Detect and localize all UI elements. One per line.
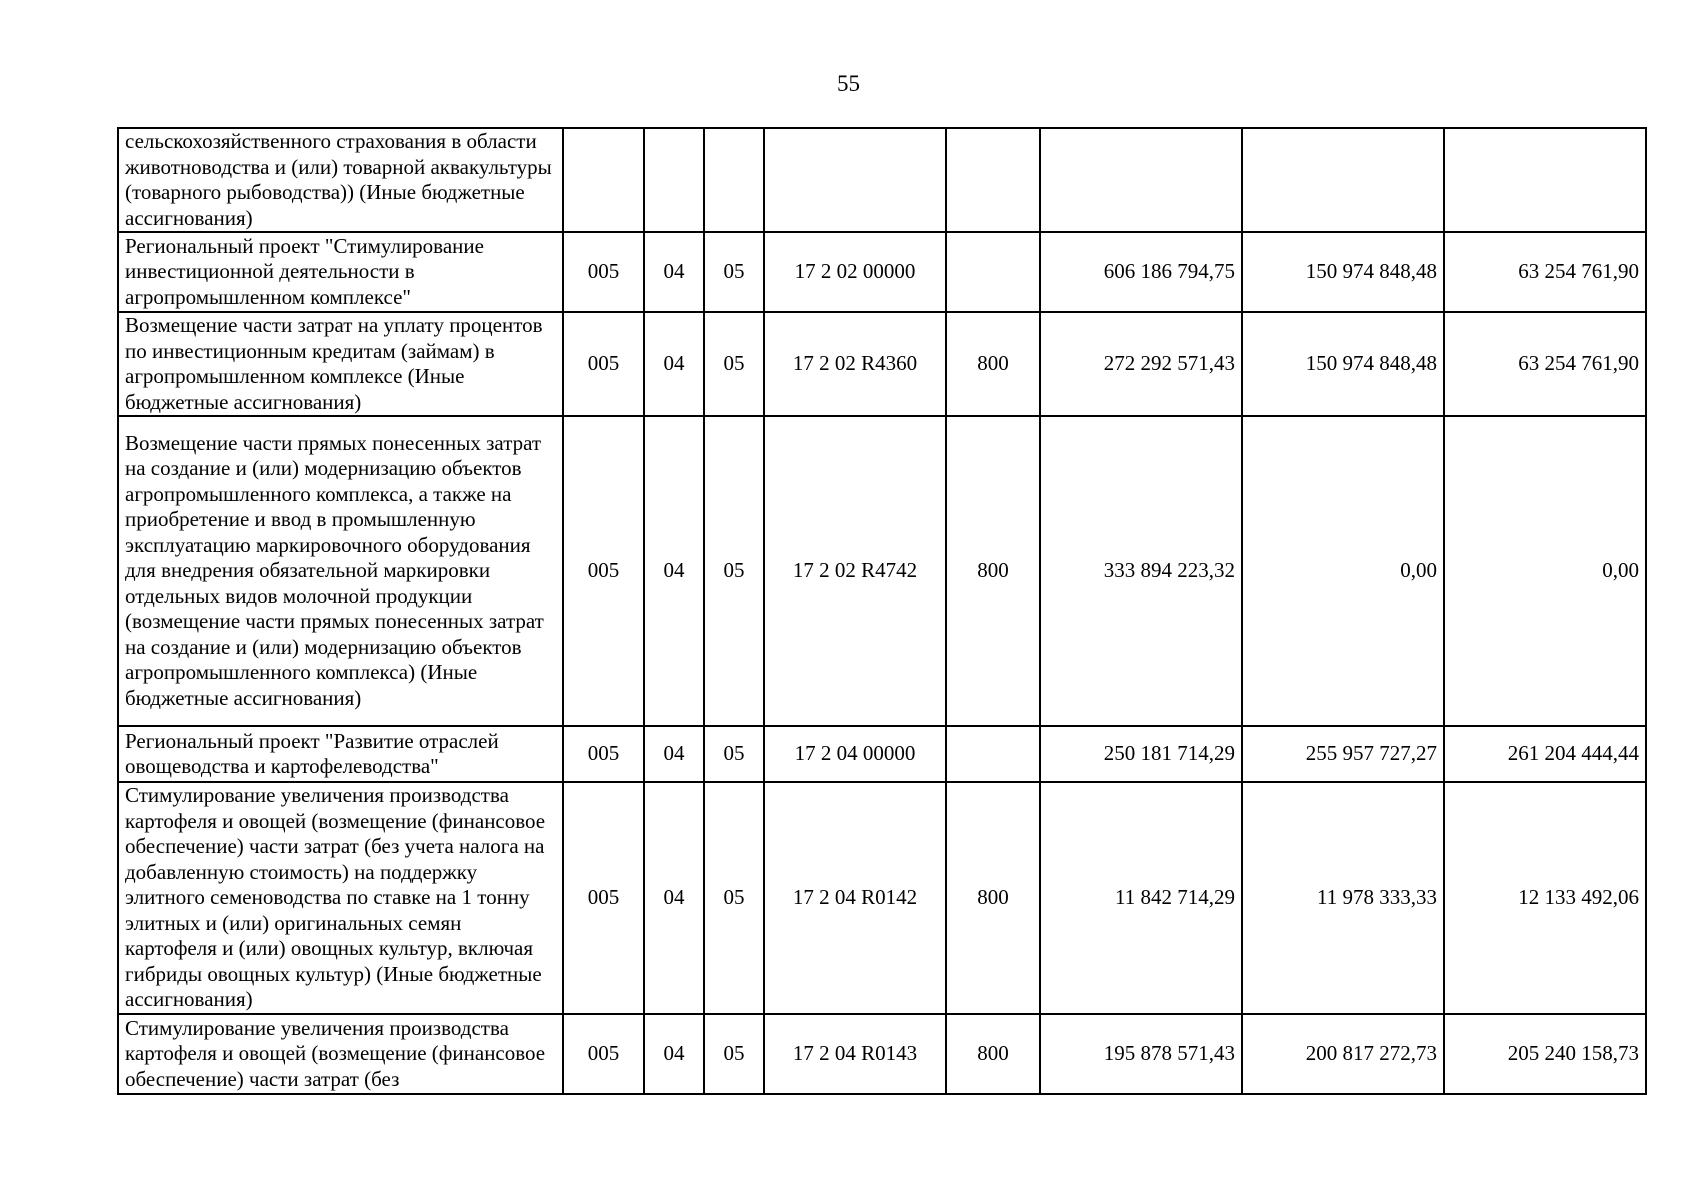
amount-year-2: 150 974 848,48 [1242,232,1444,312]
amount-year-1: 272 292 571,43 [1040,312,1242,416]
target-article-code [764,128,946,232]
expense-type-code: 800 [946,1014,1040,1094]
amount-year-1: 195 878 571,43 [1040,1014,1242,1094]
amount-year-3 [1444,128,1646,232]
section-code: 04 [644,416,704,726]
amount-year-2: 200 817 272,73 [1242,1014,1444,1094]
row-description: Региональный проект "Стимулирование инвестиционной деятельности в агропромышленном комплексе" [118,232,563,312]
section-code: 04 [644,1014,704,1094]
amount-year-2: 255 957 727,27 [1242,726,1444,782]
expense-type-code [946,128,1040,232]
amount-year-3: 12 133 492,06 [1444,782,1646,1014]
target-article-code: 17 2 02 R4742 [764,416,946,726]
grbs-code: 005 [563,232,644,312]
subsection-code: 05 [704,726,764,782]
page-number: 55 [837,71,860,96]
subsection-code: 05 [704,312,764,416]
amount-year-2: 0,00 [1242,416,1444,726]
target-article-code: 17 2 04 00000 [764,726,946,782]
table-row [118,312,1646,416]
subsection-code: 05 [704,232,764,312]
target-article-code: 17 2 04 R0142 [764,782,946,1014]
budget-table [117,127,1647,1095]
amount-year-3: 261 204 444,44 [1444,726,1646,782]
row-description: Стимулирование увеличения производства картофеля и овощей (возмещение (финансовое обеспечение) части затрат (без [118,1014,563,1094]
amount-year-2: 11 978 333,33 [1242,782,1444,1014]
section-code: 04 [644,782,704,1014]
amount-year-1: 333 894 223,32 [1040,416,1242,726]
expense-type-code: 800 [946,782,1040,1014]
amount-year-3: 205 240 158,73 [1444,1014,1646,1094]
table-row [118,128,1646,232]
amount-year-2 [1242,128,1444,232]
row-description: Региональный проект "Развитие отраслей овощеводства и картофелеводства" [118,726,563,782]
section-code: 04 [644,726,704,782]
row-description: сельскохозяйственного страхования в области животноводства и (или) товарной аквакультуры (товарного рыбоводства)) (Иные бюджетные ассигнования) [118,128,563,232]
expense-type-code: 800 [946,312,1040,416]
section-code [644,128,704,232]
row-description: Возмещение части прямых понесенных затрат на создание и (или) модернизацию объектов агропромышленного комплекса, а также на приобретение и ввод в промышленную эксплуатацию маркировочного оборудования для внедрения обязательной маркировки отдельных видов молочной продукции (возмещение части прямых понесенных затрат на создание и (или) модернизацию объектов агропромышленного комплекса) (Иные бюджетные ассигнования) [118,416,563,726]
grbs-code: 005 [563,782,644,1014]
section-code: 04 [644,312,704,416]
amount-year-3: 63 254 761,90 [1444,232,1646,312]
target-article-code: 17 2 04 R0143 [764,1014,946,1094]
target-article-code: 17 2 02 00000 [764,232,946,312]
row-description: Возмещение части затрат на уплату процентов по инвестиционным кредитам (займам) в агропромышленном комплексе (Иные бюджетные ассигнования) [118,312,563,416]
subsection-code [704,128,764,232]
expense-type-code [946,232,1040,312]
section-code: 04 [644,232,704,312]
table-row [118,416,1646,726]
amount-year-1: 606 186 794,75 [1040,232,1242,312]
grbs-code: 005 [563,416,644,726]
expense-type-code [946,726,1040,782]
grbs-code: 005 [563,1014,644,1094]
subsection-code: 05 [704,782,764,1014]
target-article-code: 17 2 02 R4360 [764,312,946,416]
row-description: Стимулирование увеличения производства картофеля и овощей (возмещение (финансовое обеспечение) части затрат (без учета налога на добавленную стоимость) на поддержку элитного семеноводства по ставке на 1 тонну элитных и (или) оригинальных семян картофеля и (или) овощных культур, включая гибриды овощных культур) (Иные бюджетные ассигнования) [118,782,563,1014]
expense-type-code: 800 [946,416,1040,726]
table-row [118,726,1646,782]
amount-year-1: 11 842 714,29 [1040,782,1242,1014]
grbs-code: 005 [563,726,644,782]
subsection-code: 05 [704,1014,764,1094]
grbs-code [563,128,644,232]
amount-year-3: 63 254 761,90 [1444,312,1646,416]
subsection-code: 05 [704,416,764,726]
amount-year-1: 250 181 714,29 [1040,726,1242,782]
table-row [118,1014,1646,1094]
table-row [118,232,1646,312]
amount-year-3: 0,00 [1444,416,1646,726]
amount-year-1 [1040,128,1242,232]
table-row [118,782,1646,1014]
grbs-code: 005 [563,312,644,416]
amount-year-2: 150 974 848,48 [1242,312,1444,416]
